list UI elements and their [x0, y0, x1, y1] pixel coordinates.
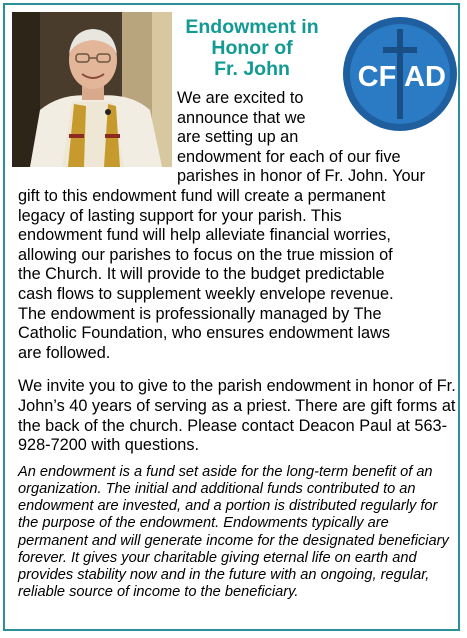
page-title	[173, 17, 331, 80]
logo-text-left: CF	[357, 61, 397, 93]
paragraph-intro	[18, 89, 458, 363]
title-line: Fr. John	[214, 58, 290, 80]
text-line: We are excited to	[177, 89, 304, 107]
text-line: are followed.	[18, 343, 111, 362]
text-line: The endowment is professionally managed by The	[18, 304, 382, 323]
text-line: endowment fund will help alleviate financial worries,	[18, 226, 391, 245]
text-line: endowment for each of our five	[177, 147, 401, 166]
text-line: Catholic Foundation, who ensures endowment laws	[18, 324, 390, 343]
logo-text-right: AD	[404, 61, 446, 93]
text-line: parishes in honor of Fr. John. Your	[177, 167, 425, 186]
text-line: are setting up an	[177, 128, 299, 147]
text-line: gift to this endowment fund will create a permanent	[18, 186, 386, 205]
paragraph-invitation: We invite you to give to the parish endowment in honor of Fr. John’s 40 years of serving as a priest. There are gift forms at the back of the church. Please contact Deacon Paul at 563-928-7200 with questions.	[18, 377, 456, 455]
text-line: legacy of lasting support for your parish. This	[18, 206, 342, 225]
text-line: allowing our parishes to focus on the true mission of	[18, 245, 393, 264]
title-line: Honor of	[211, 37, 293, 59]
text-line: cash flows to supplement weekly envelope revenue.	[18, 284, 394, 303]
endowment-notice	[3, 3, 460, 631]
title-line: Endowment in	[185, 16, 319, 38]
article-body	[18, 89, 458, 601]
paragraph-definition: An endowment is a fund set aside for the long-term benefit of an organization. The initial and additional funds contributed to an endowment are invested, and a portion is distributed regularly for the purpose of the endowment. Endowments typically are permanent and will generate income for the designated beneficiary forever. It gives your charitable giving eternal life on earth and provides stability now and in the future with an ongoing, regular, reliable source of income to the beneficiary.	[18, 463, 449, 601]
text-line: the Church. It will provide to the budget predictable	[18, 265, 385, 284]
text-line: announce that we	[177, 108, 306, 127]
